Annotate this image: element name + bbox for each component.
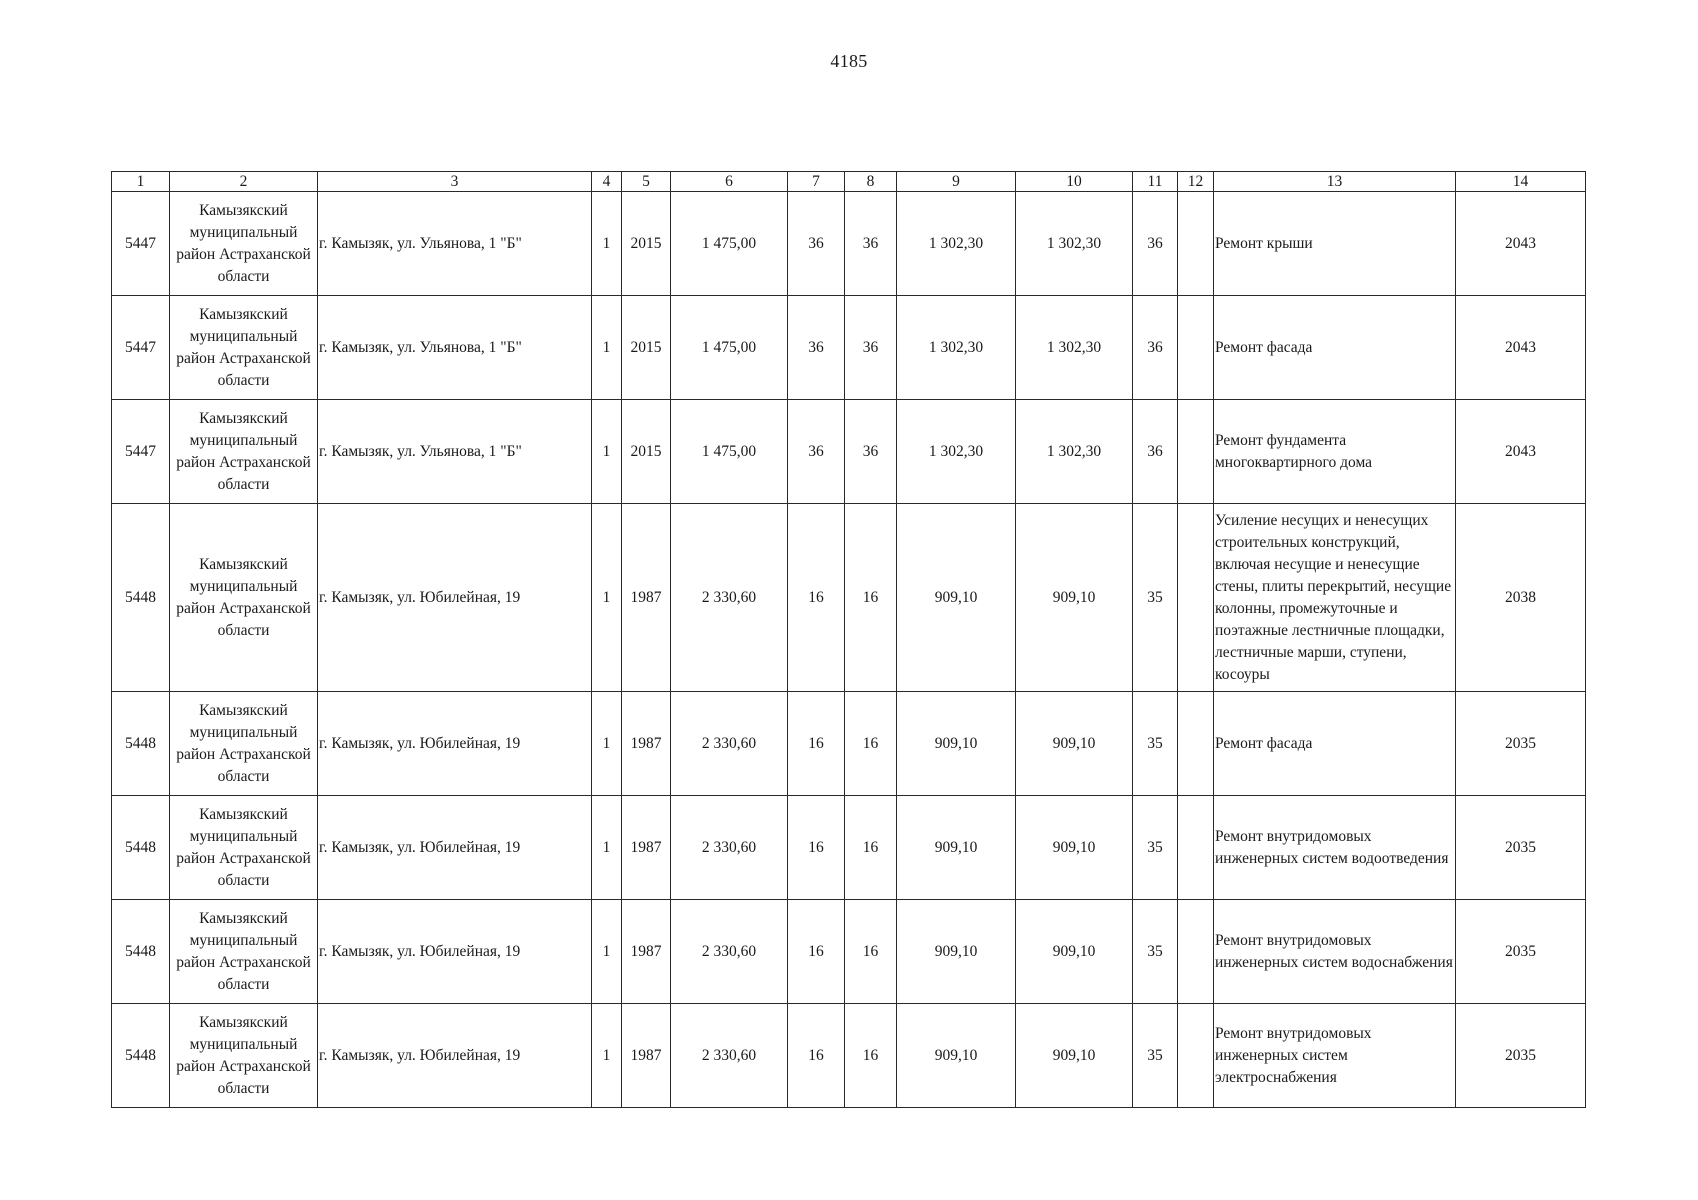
col-9-value: 1 302,30 — [897, 400, 1016, 504]
col-4-value: 1 — [592, 900, 622, 1004]
col-4-value: 1 — [592, 796, 622, 900]
address: г. Камызяк, ул. Юбилейная, 19 — [318, 900, 592, 1004]
record-id: 5448 — [112, 504, 170, 692]
table-row — [112, 1004, 1586, 1108]
work-type: Ремонт фасада — [1214, 692, 1456, 796]
column-header: 8 — [845, 172, 897, 192]
col-9-value: 909,10 — [897, 692, 1016, 796]
year-built: 2015 — [622, 192, 671, 296]
col-7-value: 16 — [788, 900, 845, 1004]
work-type: Ремонт внутридомовых инженерных систем водоснабжения — [1214, 900, 1456, 1004]
col-8-value: 16 — [845, 1004, 897, 1108]
col-6-value: 2 330,60 — [671, 796, 788, 900]
col-10-value: 909,10 — [1016, 692, 1133, 796]
col-10-value: 909,10 — [1016, 796, 1133, 900]
col-6-value: 2 330,60 — [671, 504, 788, 692]
col-8-value: 16 — [845, 900, 897, 1004]
work-type: Ремонт фундамента многоквартирного дома — [1214, 400, 1456, 504]
planned-year: 2035 — [1456, 900, 1586, 1004]
record-id: 5448 — [112, 1004, 170, 1108]
column-header: 13 — [1214, 172, 1456, 192]
year-built: 1987 — [622, 504, 671, 692]
address: г. Камызяк, ул. Юбилейная, 19 — [318, 796, 592, 900]
col-12-value — [1178, 1004, 1214, 1108]
col-9-value: 909,10 — [897, 1004, 1016, 1108]
capital-repair-table — [111, 171, 1586, 1108]
table-row — [112, 900, 1586, 1004]
year-built: 1987 — [622, 796, 671, 900]
table-row — [112, 192, 1586, 296]
record-id: 5448 — [112, 692, 170, 796]
column-header: 14 — [1456, 172, 1586, 192]
district: Камызякский муниципальный район Астраханской области — [170, 296, 318, 400]
col-7-value: 16 — [788, 504, 845, 692]
address: г. Камызяк, ул. Юбилейная, 19 — [318, 1004, 592, 1108]
planned-year: 2035 — [1456, 1004, 1586, 1108]
col-11-value: 36 — [1133, 400, 1178, 504]
record-id: 5447 — [112, 192, 170, 296]
col-11-value: 35 — [1133, 796, 1178, 900]
work-type: Ремонт внутридомовых инженерных систем водоотведения — [1214, 796, 1456, 900]
planned-year: 2043 — [1456, 296, 1586, 400]
district: Камызякский муниципальный район Астраханской области — [170, 192, 318, 296]
year-built: 1987 — [622, 900, 671, 1004]
column-header: 4 — [592, 172, 622, 192]
col-7-value: 16 — [788, 1004, 845, 1108]
work-type: Усиление несущих и ненесущих строительных конструкций, включая несущие и ненесущие стены, плиты перекрытий, несущие колонны, промежуточные и поэтажные лестничные площадки, лестничные марши, ступени, косоуры — [1214, 504, 1456, 692]
table-row — [112, 504, 1586, 692]
col-7-value: 16 — [788, 796, 845, 900]
col-4-value: 1 — [592, 1004, 622, 1108]
col-4-value: 1 — [592, 504, 622, 692]
col-11-value: 35 — [1133, 900, 1178, 1004]
district: Камызякский муниципальный район Астраханской области — [170, 900, 318, 1004]
col-6-value: 2 330,60 — [671, 692, 788, 796]
column-number-row — [112, 172, 1586, 192]
col-12-value — [1178, 900, 1214, 1004]
planned-year: 2043 — [1456, 192, 1586, 296]
page-number: 4185 — [830, 51, 868, 71]
col-12-value — [1178, 400, 1214, 504]
column-header: 5 — [622, 172, 671, 192]
work-type: Ремонт фасада — [1214, 296, 1456, 400]
col-9-value: 909,10 — [897, 504, 1016, 692]
planned-year: 2035 — [1456, 692, 1586, 796]
col-9-value: 1 302,30 — [897, 192, 1016, 296]
col-10-value: 1 302,30 — [1016, 400, 1133, 504]
district: Камызякский муниципальный район Астраханской области — [170, 796, 318, 900]
col-9-value: 909,10 — [897, 900, 1016, 1004]
col-10-value: 909,10 — [1016, 504, 1133, 692]
col-7-value: 36 — [788, 192, 845, 296]
col-6-value: 1 475,00 — [671, 400, 788, 504]
table-row — [112, 296, 1586, 400]
year-built: 2015 — [622, 296, 671, 400]
year-built: 1987 — [622, 1004, 671, 1108]
address: г. Камызяк, ул. Ульянова, 1 "Б" — [318, 296, 592, 400]
col-4-value: 1 — [592, 692, 622, 796]
col-7-value: 16 — [788, 692, 845, 796]
col-4-value: 1 — [592, 192, 622, 296]
col-8-value: 36 — [845, 192, 897, 296]
district: Камызякский муниципальный район Астраханской области — [170, 692, 318, 796]
district: Камызякский муниципальный район Астраханской области — [170, 1004, 318, 1108]
col-12-value — [1178, 692, 1214, 796]
column-header: 1 — [112, 172, 170, 192]
table-row — [112, 692, 1586, 796]
col-8-value: 16 — [845, 796, 897, 900]
col-11-value: 35 — [1133, 692, 1178, 796]
address: г. Камызяк, ул. Ульянова, 1 "Б" — [318, 400, 592, 504]
col-4-value: 1 — [592, 400, 622, 504]
col-10-value: 1 302,30 — [1016, 192, 1133, 296]
col-11-value: 36 — [1133, 296, 1178, 400]
col-12-value — [1178, 504, 1214, 692]
record-id: 5447 — [112, 400, 170, 504]
column-header: 9 — [897, 172, 1016, 192]
col-6-value: 1 475,00 — [671, 296, 788, 400]
col-6-value: 1 475,00 — [671, 192, 788, 296]
column-header: 11 — [1133, 172, 1178, 192]
column-header: 12 — [1178, 172, 1214, 192]
col-11-value: 36 — [1133, 192, 1178, 296]
planned-year: 2043 — [1456, 400, 1586, 504]
column-header: 6 — [671, 172, 788, 192]
col-6-value: 2 330,60 — [671, 900, 788, 1004]
col-7-value: 36 — [788, 296, 845, 400]
col-6-value: 2 330,60 — [671, 1004, 788, 1108]
col-11-value: 35 — [1133, 1004, 1178, 1108]
col-10-value: 1 302,30 — [1016, 296, 1133, 400]
district: Камызякский муниципальный район Астраханской области — [170, 400, 318, 504]
col-8-value: 36 — [845, 400, 897, 504]
address: г. Камызяк, ул. Ульянова, 1 "Б" — [318, 192, 592, 296]
record-id: 5448 — [112, 796, 170, 900]
address: г. Камызяк, ул. Юбилейная, 19 — [318, 504, 592, 692]
planned-year: 2035 — [1456, 796, 1586, 900]
col-8-value: 36 — [845, 296, 897, 400]
col-10-value: 909,10 — [1016, 900, 1133, 1004]
district: Камызякский муниципальный район Астраханской области — [170, 504, 318, 692]
col-12-value — [1178, 192, 1214, 296]
col-9-value: 909,10 — [897, 796, 1016, 900]
work-type: Ремонт крыши — [1214, 192, 1456, 296]
table-row — [112, 796, 1586, 900]
column-header: 3 — [318, 172, 592, 192]
col-7-value: 36 — [788, 400, 845, 504]
column-header: 10 — [1016, 172, 1133, 192]
year-built: 2015 — [622, 400, 671, 504]
col-11-value: 35 — [1133, 504, 1178, 692]
column-header: 7 — [788, 172, 845, 192]
col-9-value: 1 302,30 — [897, 296, 1016, 400]
col-10-value: 909,10 — [1016, 1004, 1133, 1108]
table-row — [112, 400, 1586, 504]
work-type: Ремонт внутридомовых инженерных систем электроснабжения — [1214, 1004, 1456, 1108]
address: г. Камызяк, ул. Юбилейная, 19 — [318, 692, 592, 796]
year-built: 1987 — [622, 692, 671, 796]
col-12-value — [1178, 796, 1214, 900]
col-8-value: 16 — [845, 504, 897, 692]
record-id: 5448 — [112, 900, 170, 1004]
planned-year: 2038 — [1456, 504, 1586, 692]
col-8-value: 16 — [845, 692, 897, 796]
col-12-value — [1178, 296, 1214, 400]
column-header: 2 — [170, 172, 318, 192]
col-4-value: 1 — [592, 296, 622, 400]
record-id: 5447 — [112, 296, 170, 400]
